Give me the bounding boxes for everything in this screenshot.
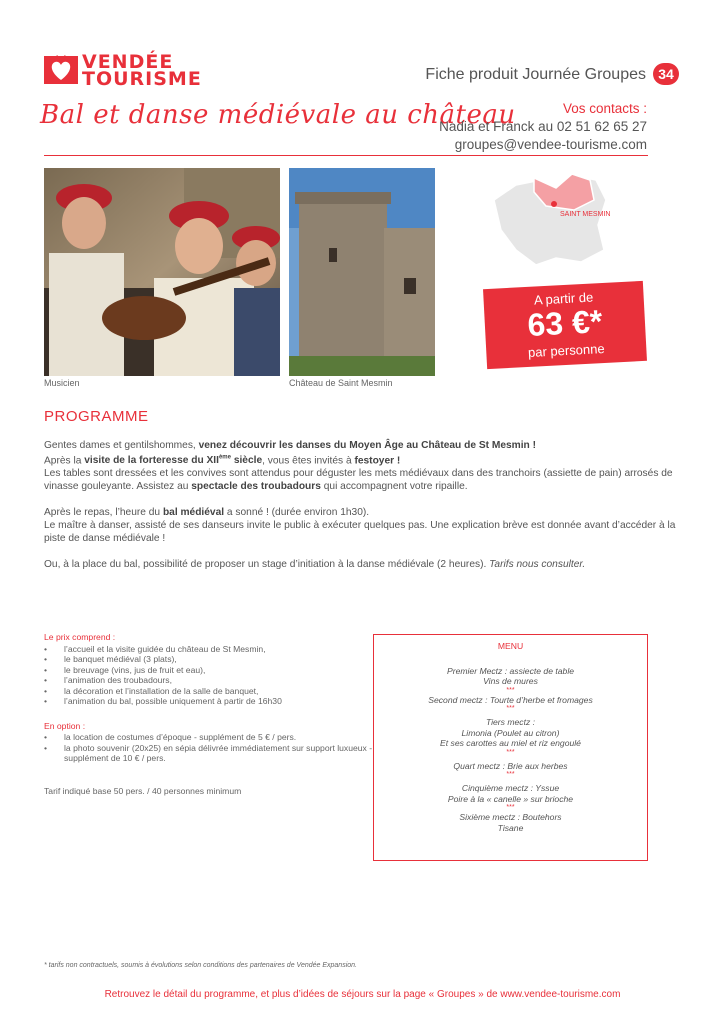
contacts-block xyxy=(439,100,647,154)
programme-text xyxy=(44,439,684,584)
list-item: • le banquet médiéval (3 plats), xyxy=(44,654,374,665)
map-place-label: SAINT MESMIN xyxy=(560,211,611,218)
list-item: • l’animation des troubadours, xyxy=(44,675,374,686)
vendee-tourisme-logo xyxy=(44,52,234,92)
text-span: Après la xyxy=(44,455,85,467)
footer-link-text[interactable]: Retrouvez le détail du programme, et plus d’idées de séjours sur la page « Groupes » de www.vendee-tourisme.com xyxy=(104,989,621,1000)
menu-title: MENU xyxy=(497,641,524,651)
options-list xyxy=(44,732,374,764)
logo-text-tourisme: TOURISME xyxy=(82,68,202,90)
list-item: • le breuvage (vins, jus de fruit et eau), xyxy=(44,665,374,676)
text-span: Après le repas, l’heure du xyxy=(44,507,163,519)
text-bold xyxy=(84,455,262,466)
logo-text-vendee: VENDÉE xyxy=(82,51,174,73)
page-title: Bal et danse médiévale au château xyxy=(40,100,516,130)
menu-dish: Tiers mectz : xyxy=(485,717,536,727)
text-sup: ème xyxy=(218,455,231,461)
price-value: 63 €* xyxy=(526,303,604,343)
photo-caption-musician: Musicien xyxy=(44,378,80,388)
programme-paragraph-2 xyxy=(44,506,684,545)
menu-separator: *** xyxy=(506,705,515,712)
text-bold: festoyer ! xyxy=(354,455,401,467)
included-options-block xyxy=(44,632,374,796)
menu-dish: Premier Mectz : assiecte de table xyxy=(446,665,575,676)
text-span: visite de la forteresse du XII xyxy=(84,455,219,467)
contacts-label: Vos contacts : xyxy=(562,101,647,116)
menu-box xyxy=(373,634,648,861)
menu-dish: Limonia (Poulet au citron) xyxy=(461,727,560,738)
tarif-note: Tarif indiqué base 50 pers. / 40 personnes minimum xyxy=(44,785,242,796)
heart-crown-logo-icon xyxy=(44,52,78,86)
menu-items xyxy=(374,666,647,834)
menu-dish: Second mectz : Tourte d’herbe et fromages xyxy=(428,694,593,705)
contacts-email[interactable]: groupes@vendee-tourisme.com xyxy=(454,137,647,152)
options-label: En option : xyxy=(44,720,86,731)
fiche-number-badge: 34 xyxy=(653,63,679,85)
price-suffix: par personne xyxy=(527,340,605,360)
list-item: • la décoration et l’installation de la salle de banquet, xyxy=(44,686,374,697)
included-label: Le prix comprend : xyxy=(44,632,116,642)
programme-title: PROGRAMME xyxy=(44,408,149,425)
footnote: * tarifs non contractuels, soumis à évolutions selon conditions des partenaires de Vendée Expansion. xyxy=(44,962,357,969)
header-divider xyxy=(44,155,648,156)
price-prefix: A partir de xyxy=(533,289,594,308)
text-bold: spectacle des troubadours xyxy=(191,481,321,493)
text-span: Les tables sont dressées et les convives sont attendus pour déguster les mets médiévaux dans des tranchoirs (assiette de pain) arrosés de vinasse gouleyante. Assistez au xyxy=(44,468,673,493)
programme-paragraph-3 xyxy=(44,558,684,571)
included-list xyxy=(44,644,374,707)
menu-separator: *** xyxy=(506,771,515,778)
list-item: • la location de costumes d’époque - supplément de 5 € / pers. xyxy=(44,732,374,743)
musician-photo xyxy=(44,168,280,376)
menu-dish: Et ses carottes au miel et riz engoulé xyxy=(440,738,581,748)
menu-dish: Tisane xyxy=(497,822,524,833)
text-span: Ou, à la place du bal, possibilité de proposer un stage d’initiation à la danse médiévale (2 heures). xyxy=(44,559,490,571)
programme-paragraph-1 xyxy=(44,439,684,493)
list-item: • l’accueil et la visite guidée du château de St Mesmin, xyxy=(44,644,374,655)
text-span: siècle xyxy=(230,455,263,467)
photo-caption-castle: Château de Saint Mesmin xyxy=(289,378,393,388)
menu-dish: Cinquième mectz : Yssue xyxy=(461,783,560,793)
fiche-label: Fiche produit Journée Groupes xyxy=(425,66,646,83)
text-italic: Tarifs nous consulter. xyxy=(489,559,586,571)
text-bold: venez découvrir les danses du Moyen Âge au Château de St Mesmin ! xyxy=(198,440,537,451)
text-span: Le maître à danser, assisté de ses danseurs invite le public à exécuter quelques pas. Une explication brève est donnée avant d’accéder à la piste de danse médiévale ! xyxy=(44,520,676,545)
text-bold: bal médiéval xyxy=(162,507,225,519)
castle-photo xyxy=(289,168,435,376)
contacts-phone: Nadia et Franck au 02 51 62 65 27 xyxy=(439,119,647,134)
menu-dish: Vins de mures xyxy=(483,676,538,686)
text-span: a sonné ! (durée environ 1h30). xyxy=(224,507,370,519)
menu-separator: *** xyxy=(506,748,515,756)
menu-separator: *** xyxy=(506,686,515,694)
list-item: • la photo souvenir (20x25) en sépia délivrée immédiatement sur support luxueux - supplément de 10 € / pers. xyxy=(44,743,374,764)
menu-separator: *** xyxy=(506,804,515,811)
menu-dish: Sixième mectz : Boutehors xyxy=(459,812,562,822)
text-span: qui accompagnent votre ripaille. xyxy=(320,481,468,493)
list-item: • l’animation du bal, possible uniquement à partir de 16h30 xyxy=(44,696,374,707)
price-badge xyxy=(483,281,647,369)
vendee-map xyxy=(486,170,626,270)
text-span: Gentes dames et gentilshommes, xyxy=(44,440,199,451)
menu-dish: Poire à la « canelle » sur brioche xyxy=(447,793,574,804)
text-span: , vous êtes invités à xyxy=(262,455,355,467)
menu-dish: Quart mectz : Brie aux herbes xyxy=(453,760,568,771)
